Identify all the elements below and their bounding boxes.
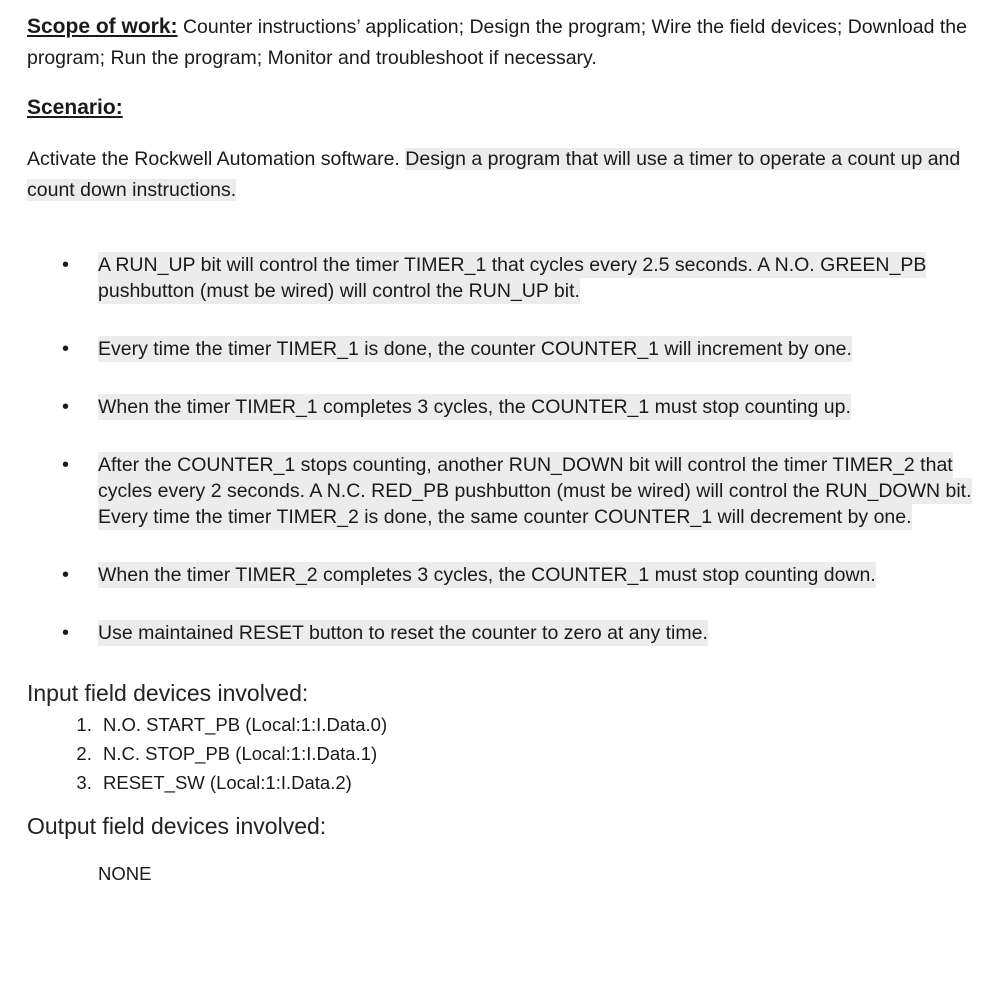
list-item-text: Every time the timer TIMER_1 is done, the counter COUNTER_1 will increment by one. [98,338,852,360]
list-item [27,394,977,420]
list-item-text: When the timer TIMER_1 completes 3 cycles, the COUNTER_1 must stop counting up. [98,396,851,418]
scenario-heading: Scenario: [27,96,123,119]
input-device-item: 1. N.O. START_PB (Local:1:I.Data.0) [97,710,977,739]
scenario-intro-text: Activate the Rockwell Automation software. [27,148,406,170]
list-item [27,620,977,646]
requirements-list [27,252,977,646]
outputs-none: NONE [98,863,152,884]
scope-text: Counter instructions’ application; Design the program; Wire the field devices; Download the program; Run the program; Monitor and troubleshoot if necessary. [27,16,967,69]
input-device-item: 3. RESET_SW (Local:1:I.Data.2) [97,768,977,797]
document-page [27,0,977,887]
list-item [27,562,977,588]
scenario-intro [27,144,977,206]
input-devices-list [27,710,977,797]
list-item [27,452,977,530]
scope-paragraph [27,0,977,74]
scope-heading: Scope of work: [27,15,178,38]
inputs-heading: Input field devices involved: [27,680,309,706]
list-item [27,336,977,362]
outputs-heading: Output field devices involved: [27,813,327,839]
scenario-intro-highlight: Design a program that will use a timer to operate a count up and count down instructions. [27,148,961,201]
list-item [27,252,977,304]
list-item-text: A RUN_UP bit will control the timer TIMER_1 that cycles every 2.5 seconds. A N.O. GREEN_PB pushbutton (must be wired) will control the RUN_UP bit. [98,254,927,302]
list-item-text: When the timer TIMER_2 completes 3 cycles, the COUNTER_1 must stop counting down. [98,564,876,586]
input-device-item: 2. N.C. STOP_PB (Local:1:I.Data.1) [97,739,977,768]
list-item-text: Use maintained RESET button to reset the counter to zero at any time. [98,622,708,644]
list-item-text: After the COUNTER_1 stops counting, another RUN_DOWN bit will control the timer TIMER_2 that cycles every 2 seconds. A N.C. RED_PB pushbutton (must be wired) will control the RUN_DOWN bit. Every time the timer TIMER_2 is done, the same counter COUNTER_1 will decrement by one. [98,454,972,528]
